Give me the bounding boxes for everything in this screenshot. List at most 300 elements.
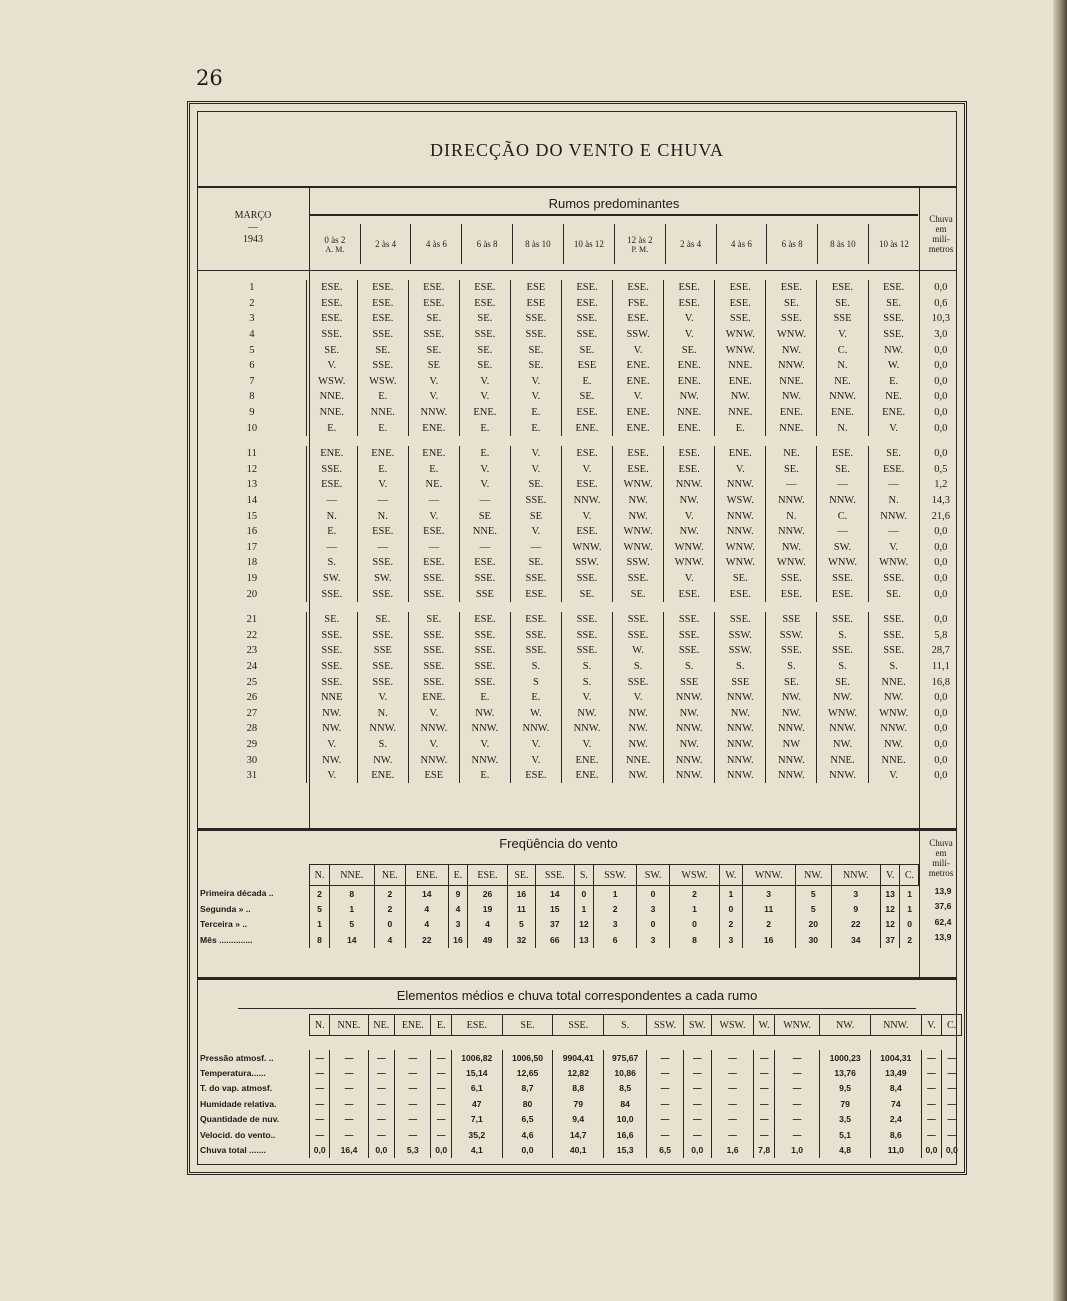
- direction-cell: E.: [715, 420, 766, 436]
- frequency-cell: 1: [329, 901, 374, 916]
- row-label: Segunda » ..: [200, 904, 251, 915]
- direction-cell: NNW.: [664, 477, 715, 493]
- direction-cell: V.: [408, 737, 459, 753]
- direction-cell: —: [306, 540, 357, 556]
- direction-cell: WNW.: [868, 705, 919, 721]
- header-blank: [198, 1015, 310, 1036]
- direction-cell: ESE.: [561, 446, 612, 462]
- day-cell: 30: [246, 754, 258, 766]
- direction-cell: —: [817, 524, 868, 540]
- table-row: [198, 374, 962, 390]
- hour-header: [868, 224, 919, 264]
- hour-range: 6 às 8: [476, 239, 498, 249]
- column-header: W.: [720, 865, 742, 886]
- direction-cell: SSE.: [868, 612, 919, 628]
- direction-cell: NW.: [613, 508, 664, 524]
- direction-cell: WNW.: [715, 555, 766, 571]
- element-cell: 12,65: [502, 1065, 553, 1080]
- element-cell: —: [774, 1081, 819, 1096]
- rain-cell: 0,0: [919, 705, 962, 721]
- direction-cell: ENE.: [613, 420, 664, 436]
- table-row: [198, 342, 962, 358]
- direction-cell: NW.: [664, 705, 715, 721]
- row-label: Temperatura......: [200, 1068, 266, 1079]
- column-header: WNW.: [774, 1015, 819, 1036]
- direction-cell: NW.: [664, 493, 715, 509]
- rain-cell: 11,1: [919, 659, 962, 675]
- direction-cell: SE.: [766, 462, 817, 478]
- direction-cell: NW.: [561, 705, 612, 721]
- direction-cell: SSE.: [357, 674, 408, 690]
- column-header: SE.: [502, 1015, 553, 1036]
- section-elementos-rule: [238, 1008, 916, 1009]
- column-header: SSE.: [553, 1015, 604, 1036]
- element-cell: —: [711, 1081, 754, 1096]
- frequency-cell: 0: [669, 917, 719, 932]
- direction-cell: S.: [561, 674, 612, 690]
- table-frame: [187, 101, 967, 1175]
- element-cell: —: [431, 1081, 451, 1096]
- direction-cell: —: [408, 493, 459, 509]
- direction-cell: SE.: [357, 612, 408, 628]
- direction-cell: SSE.: [561, 327, 612, 343]
- direction-cell: ENE.: [664, 358, 715, 374]
- direction-cell: ESE.: [613, 280, 664, 296]
- frequency-cell: 32: [507, 932, 535, 947]
- element-cell: —: [368, 1050, 395, 1065]
- day-cell: 9: [249, 407, 255, 419]
- direction-cell: ESE: [408, 768, 459, 784]
- element-cell: —: [395, 1081, 431, 1096]
- hour-header: [512, 224, 563, 264]
- direction-cell: SSE.: [408, 571, 459, 587]
- direction-cell: SSE.: [766, 571, 817, 587]
- direction-cell: V.: [510, 374, 561, 390]
- frequency-cell: 11: [742, 901, 795, 916]
- table-inner-border: [197, 111, 957, 1165]
- direction-cell: V.: [613, 342, 664, 358]
- frequency-cell: 1: [900, 901, 919, 916]
- direction-cell: WNW.: [715, 342, 766, 358]
- element-cell: —: [942, 1096, 962, 1111]
- direction-cell: SE.: [510, 555, 561, 571]
- direction-cell: N.: [868, 493, 919, 509]
- direction-cell: NNW.: [561, 493, 612, 509]
- frequency-cell: 1: [720, 886, 742, 902]
- table-row: [198, 886, 919, 902]
- direction-cell: ESE.: [459, 612, 510, 628]
- element-cell: —: [431, 1096, 451, 1111]
- column-header: C.: [942, 1015, 962, 1036]
- element-cell: 10,86: [604, 1065, 647, 1080]
- direction-cell: ENE.: [408, 690, 459, 706]
- table-row: [198, 540, 962, 556]
- element-cell: —: [774, 1127, 819, 1142]
- frequency-cell: 0: [574, 886, 594, 902]
- direction-cell: WSW.: [306, 374, 357, 390]
- hour-header-table: [309, 224, 919, 264]
- month-year: 1943: [243, 234, 263, 245]
- element-cell: 35,2: [451, 1127, 502, 1142]
- direction-cell: ENE.: [561, 768, 612, 784]
- element-cell: 16,4: [330, 1142, 368, 1157]
- rain-cell: 0,5: [919, 462, 962, 478]
- frequency-cell: 2: [374, 901, 405, 916]
- table-row: [198, 932, 919, 947]
- direction-cell: SE.: [561, 586, 612, 602]
- element-cell: —: [683, 1065, 711, 1080]
- direction-cell: SSE.: [561, 311, 612, 327]
- direction-cell: NW.: [306, 721, 357, 737]
- element-cell: 84: [604, 1096, 647, 1111]
- element-cell: —: [683, 1096, 711, 1111]
- frequency-cell: 3: [637, 901, 670, 916]
- direction-cell: —: [868, 477, 919, 493]
- direction-cell: ESE.: [357, 296, 408, 312]
- direction-cell: S.: [561, 659, 612, 675]
- direction-cell: V.: [664, 327, 715, 343]
- direction-cell: SE.: [817, 674, 868, 690]
- direction-cell: C.: [817, 508, 868, 524]
- direction-cell: SSE.: [868, 327, 919, 343]
- frequency-cell: 1: [900, 886, 919, 902]
- table-row: [198, 477, 962, 493]
- table-row: [198, 389, 962, 405]
- direction-cell: E.: [510, 420, 561, 436]
- direction-cell: NNE.: [306, 389, 357, 405]
- section-elementos: Elementos médios e chuva total correspondentes a cada rumo: [396, 988, 758, 1003]
- direction-cell: S: [510, 674, 561, 690]
- direction-cell: NW.: [664, 737, 715, 753]
- frequency-cell: 16: [742, 932, 795, 947]
- table-row: [198, 311, 962, 327]
- hour-header: [817, 224, 868, 264]
- table-row: [198, 296, 962, 312]
- hour-range: 4 às 6: [425, 239, 447, 249]
- direction-cell: NW.: [868, 737, 919, 753]
- row-label: Terceira » ..: [200, 919, 248, 930]
- frequency-cell: 1: [574, 901, 594, 916]
- element-cell: 0,0: [431, 1142, 451, 1157]
- table-row: [198, 643, 962, 659]
- direction-cell: SSE.: [408, 586, 459, 602]
- element-cell: —: [395, 1112, 431, 1127]
- direction-cell: ESE.: [766, 280, 817, 296]
- direction-cell: SE.: [408, 612, 459, 628]
- direction-cell: V.: [613, 690, 664, 706]
- rain-cell: 37,6: [934, 901, 952, 912]
- direction-cell: N.: [357, 705, 408, 721]
- wind-direction-table: [198, 280, 962, 783]
- direction-cell: SSE.: [357, 586, 408, 602]
- direction-cell: V.: [664, 311, 715, 327]
- section-rumos-rule: [310, 214, 918, 216]
- direction-cell: NW.: [868, 342, 919, 358]
- direction-cell: E.: [868, 374, 919, 390]
- element-cell: 8,6: [870, 1127, 921, 1142]
- direction-cell: SSE.: [868, 311, 919, 327]
- direction-cell: WNW.: [766, 327, 817, 343]
- frequency-cell: 4: [448, 901, 468, 916]
- direction-cell: ESE.: [868, 462, 919, 478]
- direction-cell: SSE.: [306, 586, 357, 602]
- column-header: ESE.: [468, 865, 508, 886]
- direction-cell: —: [817, 477, 868, 493]
- element-cell: —: [647, 1050, 684, 1065]
- table-row: [198, 524, 962, 540]
- frequency-cell: 16: [507, 886, 535, 902]
- direction-cell: NNW.: [715, 721, 766, 737]
- header-blank: [198, 865, 310, 886]
- hour-range: 10 às 12: [573, 239, 604, 249]
- direction-cell: SSE.: [357, 659, 408, 675]
- table-row: [198, 737, 962, 753]
- direction-cell: NW.: [306, 752, 357, 768]
- direction-cell: NNW.: [817, 768, 868, 784]
- direction-cell: V.: [408, 374, 459, 390]
- element-cell: —: [647, 1065, 684, 1080]
- table-row: [198, 586, 962, 602]
- frequency-cell: 4: [405, 901, 448, 916]
- element-cell: 14,7: [553, 1127, 604, 1142]
- element-cell: —: [711, 1112, 754, 1127]
- day-cell: 12: [246, 463, 258, 475]
- direction-cell: ENE.: [715, 446, 766, 462]
- element-cell: —: [942, 1065, 962, 1080]
- element-cell: —: [330, 1050, 368, 1065]
- rain-cell: 13,9: [934, 885, 952, 896]
- direction-cell: SSE.: [817, 612, 868, 628]
- frequency-cell: 22: [831, 917, 880, 932]
- direction-cell: ESE.: [664, 280, 715, 296]
- direction-cell: ENE.: [459, 405, 510, 421]
- frequency-cell: 0: [720, 901, 742, 916]
- direction-cell: NNW.: [766, 524, 817, 540]
- element-cell: 0,0: [921, 1142, 941, 1157]
- direction-cell: NE.: [408, 477, 459, 493]
- direction-cell: SSE: [715, 674, 766, 690]
- element-cell: —: [711, 1050, 754, 1065]
- hour-header: [767, 224, 818, 264]
- frequency-cell: 22: [405, 932, 448, 947]
- direction-cell: V.: [664, 571, 715, 587]
- element-cell: 8,5: [604, 1081, 647, 1096]
- direction-cell: ESE.: [817, 280, 868, 296]
- column-header: E.: [448, 865, 468, 886]
- frequency-cell: 12: [574, 917, 594, 932]
- element-cell: —: [431, 1112, 451, 1127]
- section-frequencia: Freqüência do vento: [499, 836, 618, 851]
- direction-cell: WSW.: [357, 374, 408, 390]
- column-header: SW.: [683, 1015, 711, 1036]
- frequency-cell: 2: [900, 932, 919, 947]
- direction-cell: NW.: [817, 690, 868, 706]
- direction-cell: NE.: [766, 446, 817, 462]
- element-cell: —: [395, 1096, 431, 1111]
- direction-cell: NW.: [613, 493, 664, 509]
- column-header: V.: [880, 865, 900, 886]
- frequency-cell: 16: [448, 932, 468, 947]
- element-cell: —: [754, 1096, 774, 1111]
- element-cell: —: [754, 1050, 774, 1065]
- column-header: NW.: [795, 865, 831, 886]
- column-header: SE.: [507, 865, 535, 886]
- direction-cell: S.: [357, 737, 408, 753]
- direction-cell: ENE.: [408, 420, 459, 436]
- day-cell: 29: [246, 738, 258, 750]
- direction-cell: NW.: [613, 768, 664, 784]
- day-cell: 16: [246, 526, 258, 538]
- direction-cell: NNW.: [817, 493, 868, 509]
- day-cell: 22: [246, 629, 258, 641]
- element-cell: —: [310, 1081, 330, 1096]
- element-cell: —: [395, 1050, 431, 1065]
- rain-cell: 0,0: [919, 540, 962, 556]
- element-cell: 5,3: [395, 1142, 431, 1157]
- direction-cell: SSE: [817, 311, 868, 327]
- direction-cell: E.: [561, 374, 612, 390]
- element-cell: 0,0: [368, 1142, 395, 1157]
- direction-cell: V.: [306, 768, 357, 784]
- frequency-cell: 8: [329, 886, 374, 902]
- element-cell: —: [921, 1081, 941, 1096]
- table-row: [198, 462, 962, 478]
- table-row: [198, 752, 962, 768]
- element-cell: —: [683, 1127, 711, 1142]
- element-cell: —: [310, 1050, 330, 1065]
- direction-cell: NW.: [613, 721, 664, 737]
- table-row: [198, 571, 962, 587]
- element-cell: —: [330, 1127, 368, 1142]
- rain-cell: 16,8: [919, 674, 962, 690]
- direction-cell: SSE.: [715, 612, 766, 628]
- direction-cell: SE.: [459, 342, 510, 358]
- direction-cell: N.: [306, 508, 357, 524]
- direction-cell: SSW.: [715, 643, 766, 659]
- rain-cell: 0,0: [919, 571, 962, 587]
- day-cell: 19: [246, 572, 258, 584]
- direction-cell: ESE: [510, 296, 561, 312]
- element-cell: 40,1: [553, 1142, 604, 1157]
- table-row: [198, 358, 962, 374]
- frequency-table: [198, 864, 952, 948]
- element-cell: 9904,41: [553, 1050, 604, 1065]
- direction-cell: V.: [868, 420, 919, 436]
- direction-cell: SSE.: [510, 327, 561, 343]
- rain-cell: 0,0: [919, 752, 962, 768]
- direction-cell: E.: [510, 690, 561, 706]
- direction-cell: WNW.: [664, 540, 715, 556]
- element-cell: —: [921, 1127, 941, 1142]
- table-row: [198, 280, 962, 296]
- frequency-cell: 3: [637, 932, 670, 947]
- rain-cell: 3,0: [919, 327, 962, 343]
- direction-cell: ESE.: [561, 524, 612, 540]
- table-row: [198, 659, 962, 675]
- element-cell: —: [942, 1112, 962, 1127]
- direction-cell: WNW.: [561, 540, 612, 556]
- element-cell: —: [942, 1050, 962, 1065]
- day-cell: 15: [246, 510, 258, 522]
- direction-cell: V.: [408, 508, 459, 524]
- direction-cell: ENE.: [561, 420, 612, 436]
- rain-cell: 0,0: [919, 721, 962, 737]
- direction-cell: SSE.: [357, 627, 408, 643]
- direction-cell: E.: [408, 462, 459, 478]
- direction-cell: SSE.: [357, 358, 408, 374]
- direction-cell: V.: [510, 389, 561, 405]
- element-cell: —: [647, 1081, 684, 1096]
- direction-cell: SSE.: [510, 571, 561, 587]
- table-row: [198, 446, 962, 462]
- direction-cell: NNW.: [766, 493, 817, 509]
- direction-cell: E.: [459, 446, 510, 462]
- element-cell: 1004,31: [870, 1050, 921, 1065]
- direction-cell: —: [510, 540, 561, 556]
- direction-cell: S.: [613, 659, 664, 675]
- element-cell: 0,0: [942, 1142, 962, 1157]
- column-header: WSW.: [669, 865, 719, 886]
- direction-cell: ESE.: [868, 280, 919, 296]
- direction-cell: ENE.: [357, 446, 408, 462]
- direction-cell: SSE.: [306, 643, 357, 659]
- direction-cell: NW.: [766, 342, 817, 358]
- row-label: Chuva total .......: [200, 1145, 266, 1156]
- table-row: [198, 674, 962, 690]
- frequency-cell: 14: [329, 932, 374, 947]
- element-cell: —: [921, 1050, 941, 1065]
- direction-cell: ESE.: [408, 296, 459, 312]
- column-header: SSW.: [594, 865, 637, 886]
- direction-cell: SSE.: [459, 659, 510, 675]
- direction-cell: V.: [357, 477, 408, 493]
- direction-cell: V.: [357, 690, 408, 706]
- hour-header: [360, 224, 411, 264]
- direction-cell: NW.: [664, 524, 715, 540]
- direction-cell: NNE.: [766, 374, 817, 390]
- rain-cell: 14,3: [919, 493, 962, 509]
- direction-cell: NW.: [868, 690, 919, 706]
- direction-cell: NW.: [766, 389, 817, 405]
- direction-cell: NE.: [868, 389, 919, 405]
- direction-cell: V.: [817, 327, 868, 343]
- direction-cell: WNW.: [868, 555, 919, 571]
- direction-cell: SE.: [357, 342, 408, 358]
- frequency-cell: 12: [880, 917, 900, 932]
- direction-cell: NNW.: [510, 721, 561, 737]
- day-cell: 4: [249, 329, 255, 341]
- table-row: [198, 508, 962, 524]
- direction-cell: NW.: [766, 705, 817, 721]
- direction-cell: ESE.: [306, 296, 357, 312]
- direction-cell: WNW.: [766, 555, 817, 571]
- rain-cell: 5,8: [919, 627, 962, 643]
- direction-cell: SE.: [817, 462, 868, 478]
- table-row: [198, 917, 919, 932]
- direction-cell: SSE.: [664, 627, 715, 643]
- element-cell: 5,1: [820, 1127, 871, 1142]
- direction-cell: C.: [817, 342, 868, 358]
- element-cell: —: [774, 1065, 819, 1080]
- element-cell: 8,4: [870, 1081, 921, 1096]
- table-row: [198, 493, 962, 509]
- element-cell: 1006,50: [502, 1050, 553, 1065]
- column-header: NW.: [820, 1015, 871, 1036]
- direction-cell: SSE.: [408, 674, 459, 690]
- element-cell: 0,0: [683, 1142, 711, 1157]
- direction-cell: WNW.: [715, 540, 766, 556]
- rain-cell: 21,6: [919, 508, 962, 524]
